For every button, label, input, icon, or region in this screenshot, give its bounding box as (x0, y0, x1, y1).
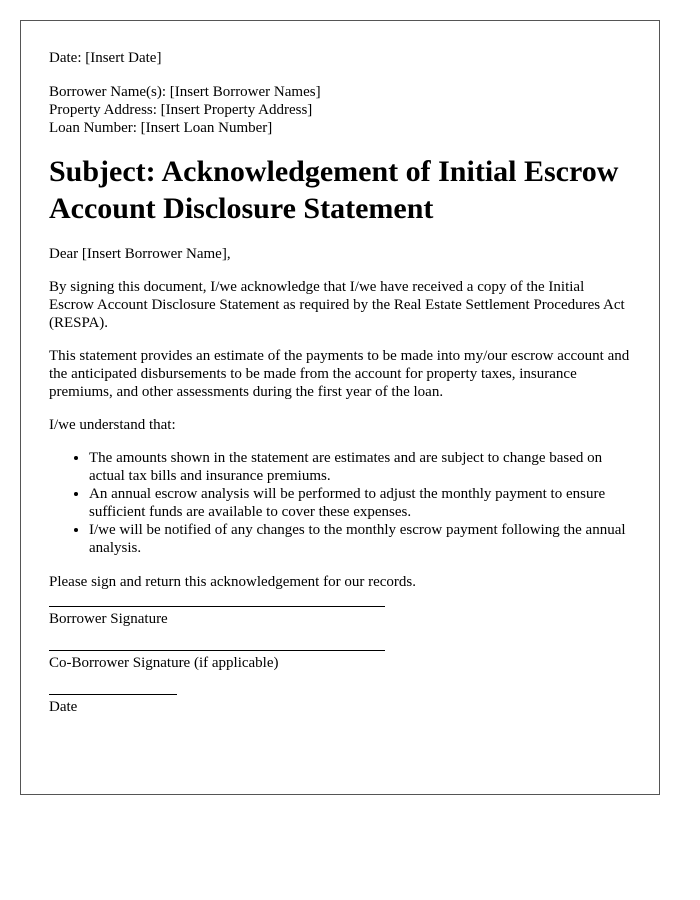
borrower-signature-block[interactable] (49, 606, 631, 628)
date-line: Date: [Insert Date] (49, 50, 162, 66)
co-borrower-signature-block[interactable] (49, 650, 631, 672)
date-signature-label: Date (49, 699, 78, 715)
letter-document (20, 20, 660, 795)
understanding-list (49, 449, 631, 557)
property-address-line: Property Address: [Insert Property Address] (49, 102, 313, 118)
closing-line: Please sign and return this acknowledgement for our records. (49, 574, 416, 590)
list-item: • An annual escrow analysis will be performed to adjust the monthly payment to ensure sufficient funds are available to cover these expenses. (89, 485, 631, 521)
loan-details (49, 83, 631, 137)
acknowledgement-paragraph: By signing this document, I/we acknowledge that I/we have received a copy of the Initial Escrow Account Disclosure Statement as required by the Real Estate Settlement Procedures Act (RESPA). (49, 279, 625, 331)
borrower-names-line: Borrower Name(s): [Insert Borrower Names] (49, 84, 321, 100)
subject-heading: Subject: Acknowledgement of Initial Escrow Account Disclosure Statement (49, 155, 619, 225)
date-signature-block[interactable] (49, 694, 631, 716)
date-signature-line[interactable] (49, 694, 177, 695)
co-borrower-signature-label: Co-Borrower Signature (if applicable) (49, 655, 279, 671)
salutation: Dear [Insert Borrower Name], (49, 246, 231, 262)
borrower-signature-label: Borrower Signature (49, 611, 168, 627)
borrower-signature-line[interactable] (49, 606, 385, 607)
loan-number-line: Loan Number: [Insert Loan Number] (49, 120, 273, 136)
understand-intro: I/we understand that: (49, 417, 176, 433)
list-item: • I/we will be notified of any changes to the monthly escrow payment following the annual analysis. (89, 521, 631, 557)
co-borrower-signature-line[interactable] (49, 650, 385, 651)
statement-description-paragraph: This statement provides an estimate of the payments to be made into my/our escrow account and the anticipated disbursements to be made from the account for property taxes, insurance premiums, and other assessments during the first year of the loan. (49, 348, 630, 400)
list-item: • The amounts shown in the statement are estimates and are subject to change based on actual tax bills and insurance premiums. (89, 449, 631, 485)
